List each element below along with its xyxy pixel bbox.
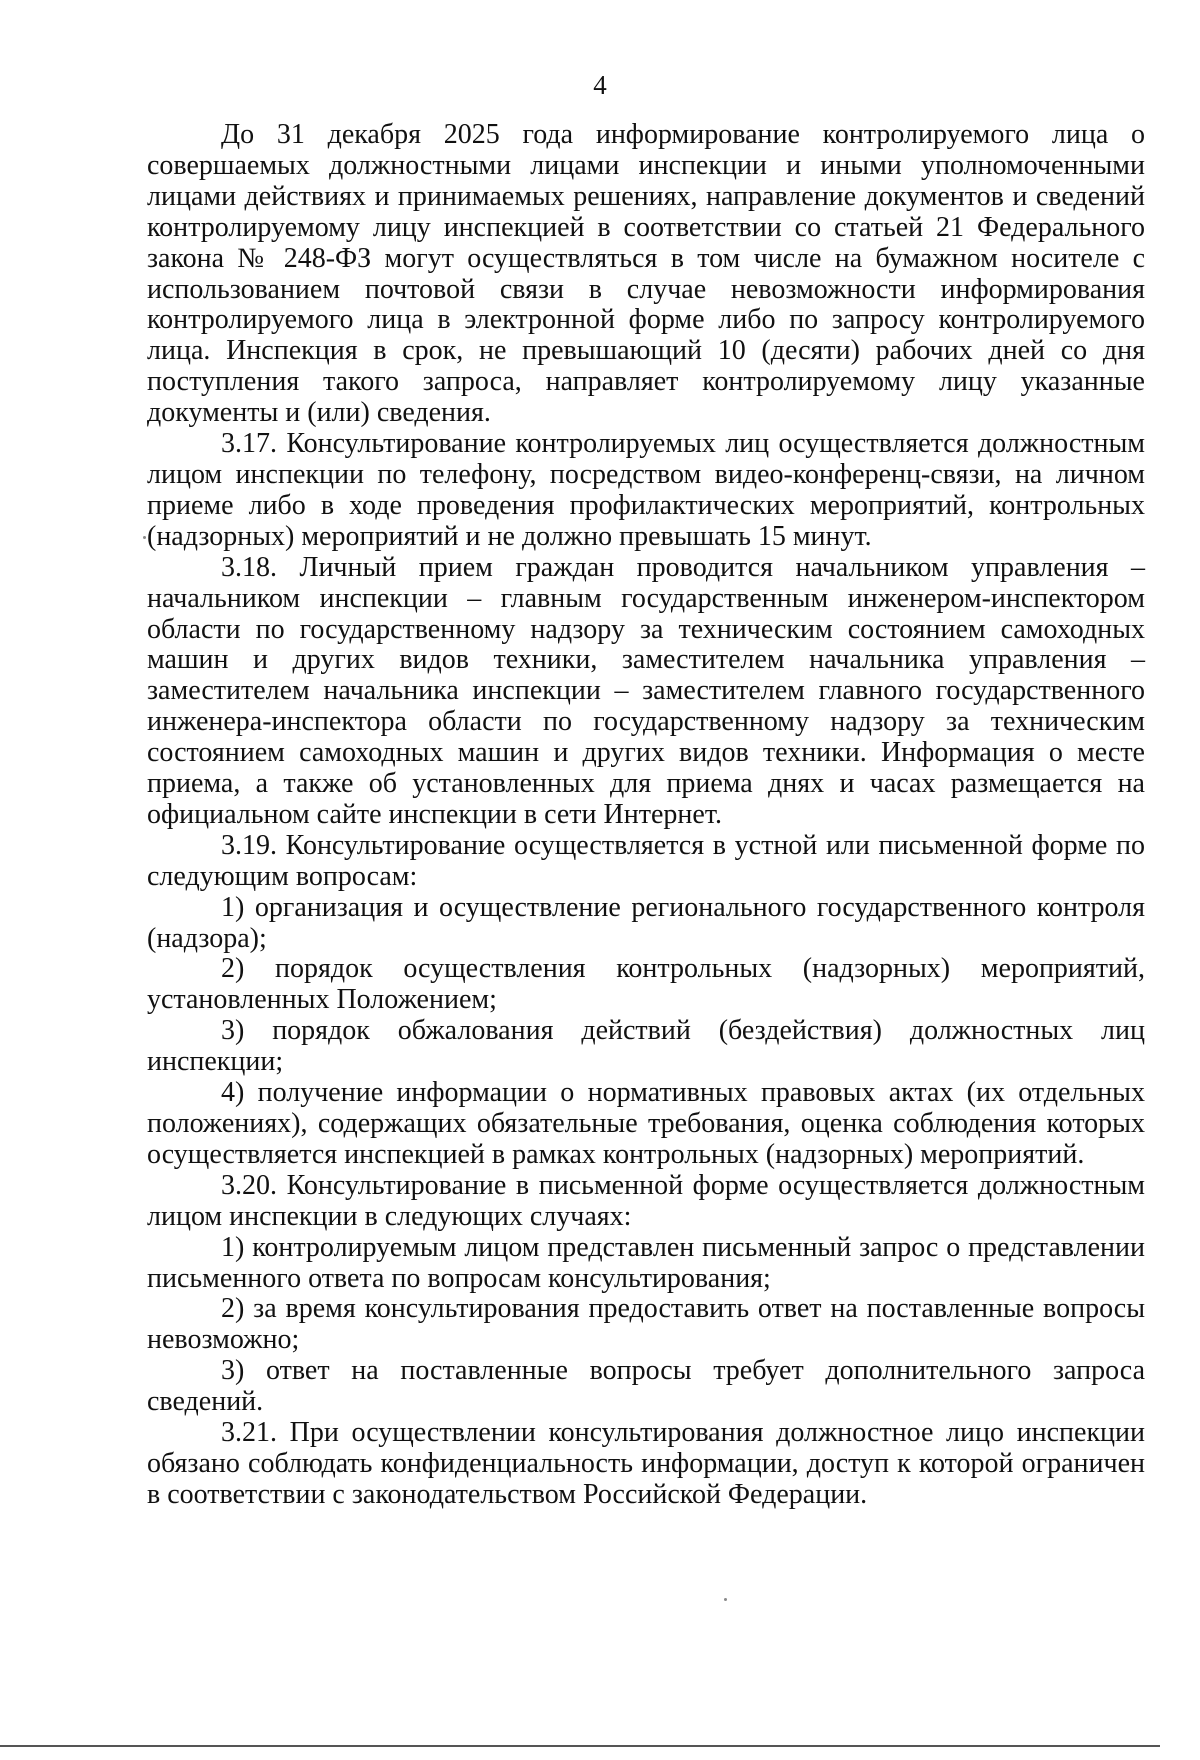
page-number: 4 <box>593 70 607 100</box>
list-item-3-20-1: 1) контролируемым лицом представлен письменный запрос о представлении письменного ответа по вопросам консультирования; <box>147 1231 1145 1294</box>
list-item-3-19-1: 1) организация и осуществление регионального государственного контроля (надзора); <box>147 891 1145 954</box>
scan-speck <box>724 1598 727 1601</box>
paragraph-3-17: 3.17. Консультирование контролируемых лиц осуществляется должностным лицом инспекции по телефону, посредством видео-конференц-связи, на личном приеме либо в ходе проведения профилактических мероприятий, контрольных (надзорных) мероприятий и не должно превышать 15 минут. <box>147 428 1145 552</box>
paragraph-informing-until-2025: До 31 декабря 2025 года информирование контролируемого лица о совершаемых должностными лицами инспекции и иными уполномоченными лицами действиях и принимаемых решениях, направление документов и сведений контролируемому лицу инспекцией в соответствии со статьей 21 Федерального закона № 248-ФЗ могут осуществляться в том числе на бумажном носителе с использованием почтовой связи в случае невозможности информирования контролируемого лица в электронной форме либо по запросу контролируемого лица. Инспекция в срок, не превышающий 10 (десяти) рабочих дней со дня поступления такого запроса, направляет контролируемому лицу указанные документы и (или) сведения. <box>147 119 1145 429</box>
scan-speck <box>143 536 146 539</box>
paragraph-3-21: 3.21. При осуществлении консультирования должностное лицо инспекции обязано соблюдать конфиденциальность информации, доступ к которой ограничен в соответствии с законодательством Российской Федерации. <box>147 1417 1145 1510</box>
document-body <box>147 120 1145 1511</box>
paragraph-3-19: 3.19. Консультирование осуществляется в устной или письменной форме по следующим вопросам: <box>147 829 1145 892</box>
list-item-3-19-3: 3) порядок обжалования действий (бездействия) должностных лиц инспекции; <box>147 1015 1145 1078</box>
list-item-3-20-3: 3) ответ на поставленные вопросы требует дополнительного запроса сведений. <box>147 1355 1145 1418</box>
paragraph-3-18: 3.18. Личный прием граждан проводится начальником управления – начальником инспекции – главным государственным инженером-инспектором области по государственному надзору за техническим состоянием самоходных машин и других видов техники, заместителем начальника управления – заместителем начальника инспекции – заместителем главного государственного инженера-инспектора области по государственному надзору за техническим состоянием самоходных машин и других видов техники. Информация о месте приема, а также об установленных для приема днях и часах размещается на официальном сайте инспекции в сети Интернет. <box>147 551 1145 830</box>
list-item-3-20-2: 2) за время консультирования предоставить ответ на поставленные вопросы невозможно; <box>147 1293 1145 1356</box>
list-item-3-19-4: 4) получение информации о нормативных правовых актах (их отдельных положениях), содержащих обязательные требования, оценка соблюдения которых осуществляется инспекцией в рамках контрольных (надзорных) мероприятий. <box>147 1077 1145 1170</box>
paragraph-3-20: 3.20. Консультирование в письменной форме осуществляется должностным лицом инспекции в следующих случаях: <box>147 1169 1145 1232</box>
scan-edge-line <box>0 1745 1160 1747</box>
list-item-3-19-2: 2) порядок осуществления контрольных (надзорных) мероприятий, установленных Положением; <box>147 953 1145 1016</box>
